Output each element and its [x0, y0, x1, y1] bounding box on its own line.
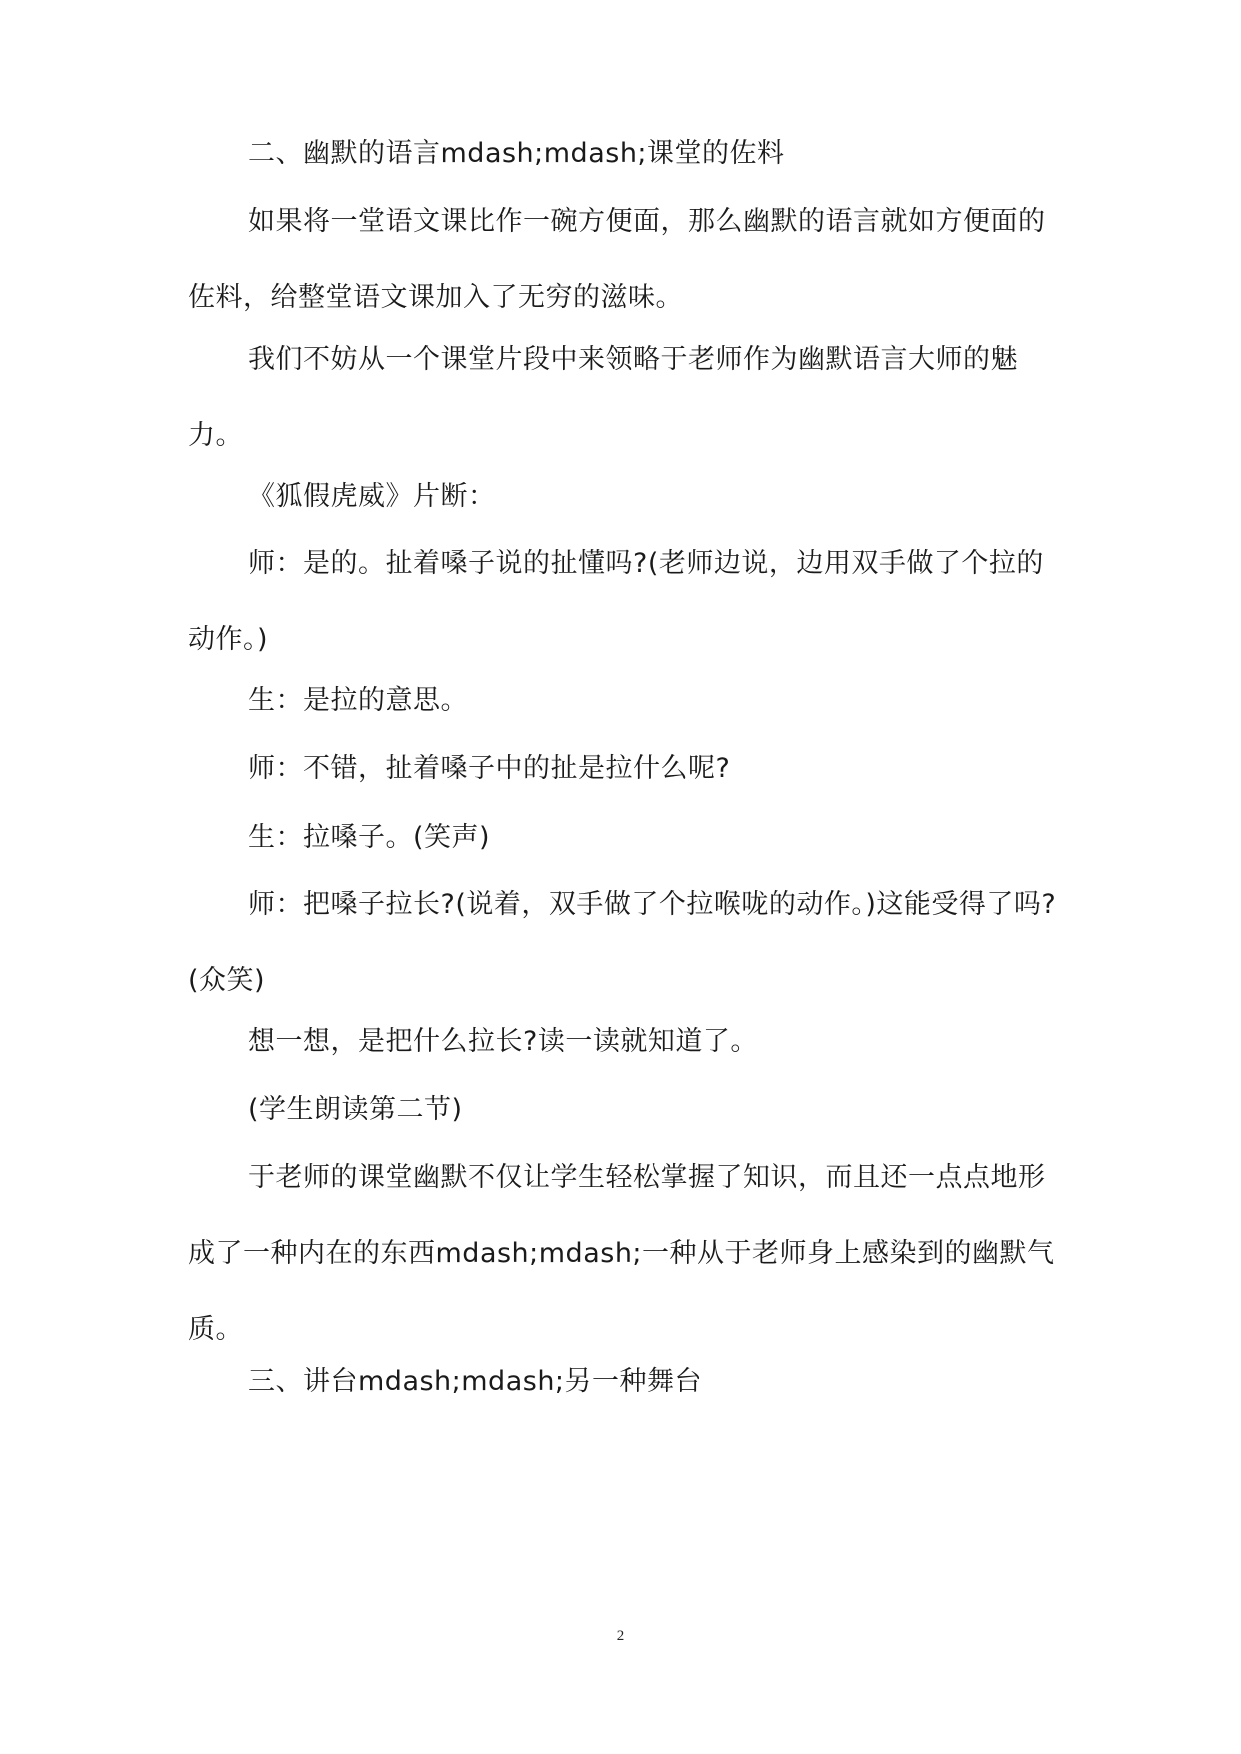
paragraph-summary: 于老师的课堂幽默不仅让学生轻松掌握了知识，而且还一点点地形成了一种内在的东西mdash;mdash;一种从于老师身上感染到的幽默气质。	[188, 1162, 1055, 1345]
section-heading-two: 二、幽默的语言mdash;mdash;课堂的佐料	[248, 138, 785, 169]
dialogue-line: 师：不错，扯着嗓子中的扯是拉什么呢?	[248, 753, 731, 784]
dialogue-line: 师：是的。扯着嗓子说的扯懂吗?(老师边说，边用双手做了个拉的动作。)	[188, 548, 1044, 655]
excerpt-title: 《狐假虎威》片断：	[248, 481, 496, 512]
dialogue-line: 生：是拉的意思。	[248, 685, 468, 716]
dialogue-line: 想一想，是把什么拉长?读一读就知道了。	[248, 1026, 758, 1057]
page-number: 2	[616, 1628, 625, 1644]
dialogue-line: 师：把嗓子拉长?(说着，双手做了个拉喉咙的动作。)这能受得了吗?(众笑)	[188, 889, 1057, 996]
paragraph-analogy: 如果将一堂语文课比作一碗方便面，那么幽默的语言就如方便面的佐料，给整堂语文课加入了无穷的滋味。	[188, 206, 1046, 313]
section-heading-three: 三、讲台mdash;mdash;另一种舞台	[248, 1366, 703, 1397]
paragraph-intro: 我们不妨从一个课堂片段中来领略于老师作为幽默语言大师的魅力。	[188, 344, 1018, 451]
stage-direction: (学生朗读第二节)	[248, 1094, 463, 1125]
dialogue-line: 生：拉嗓子。(笑声)	[248, 822, 491, 853]
